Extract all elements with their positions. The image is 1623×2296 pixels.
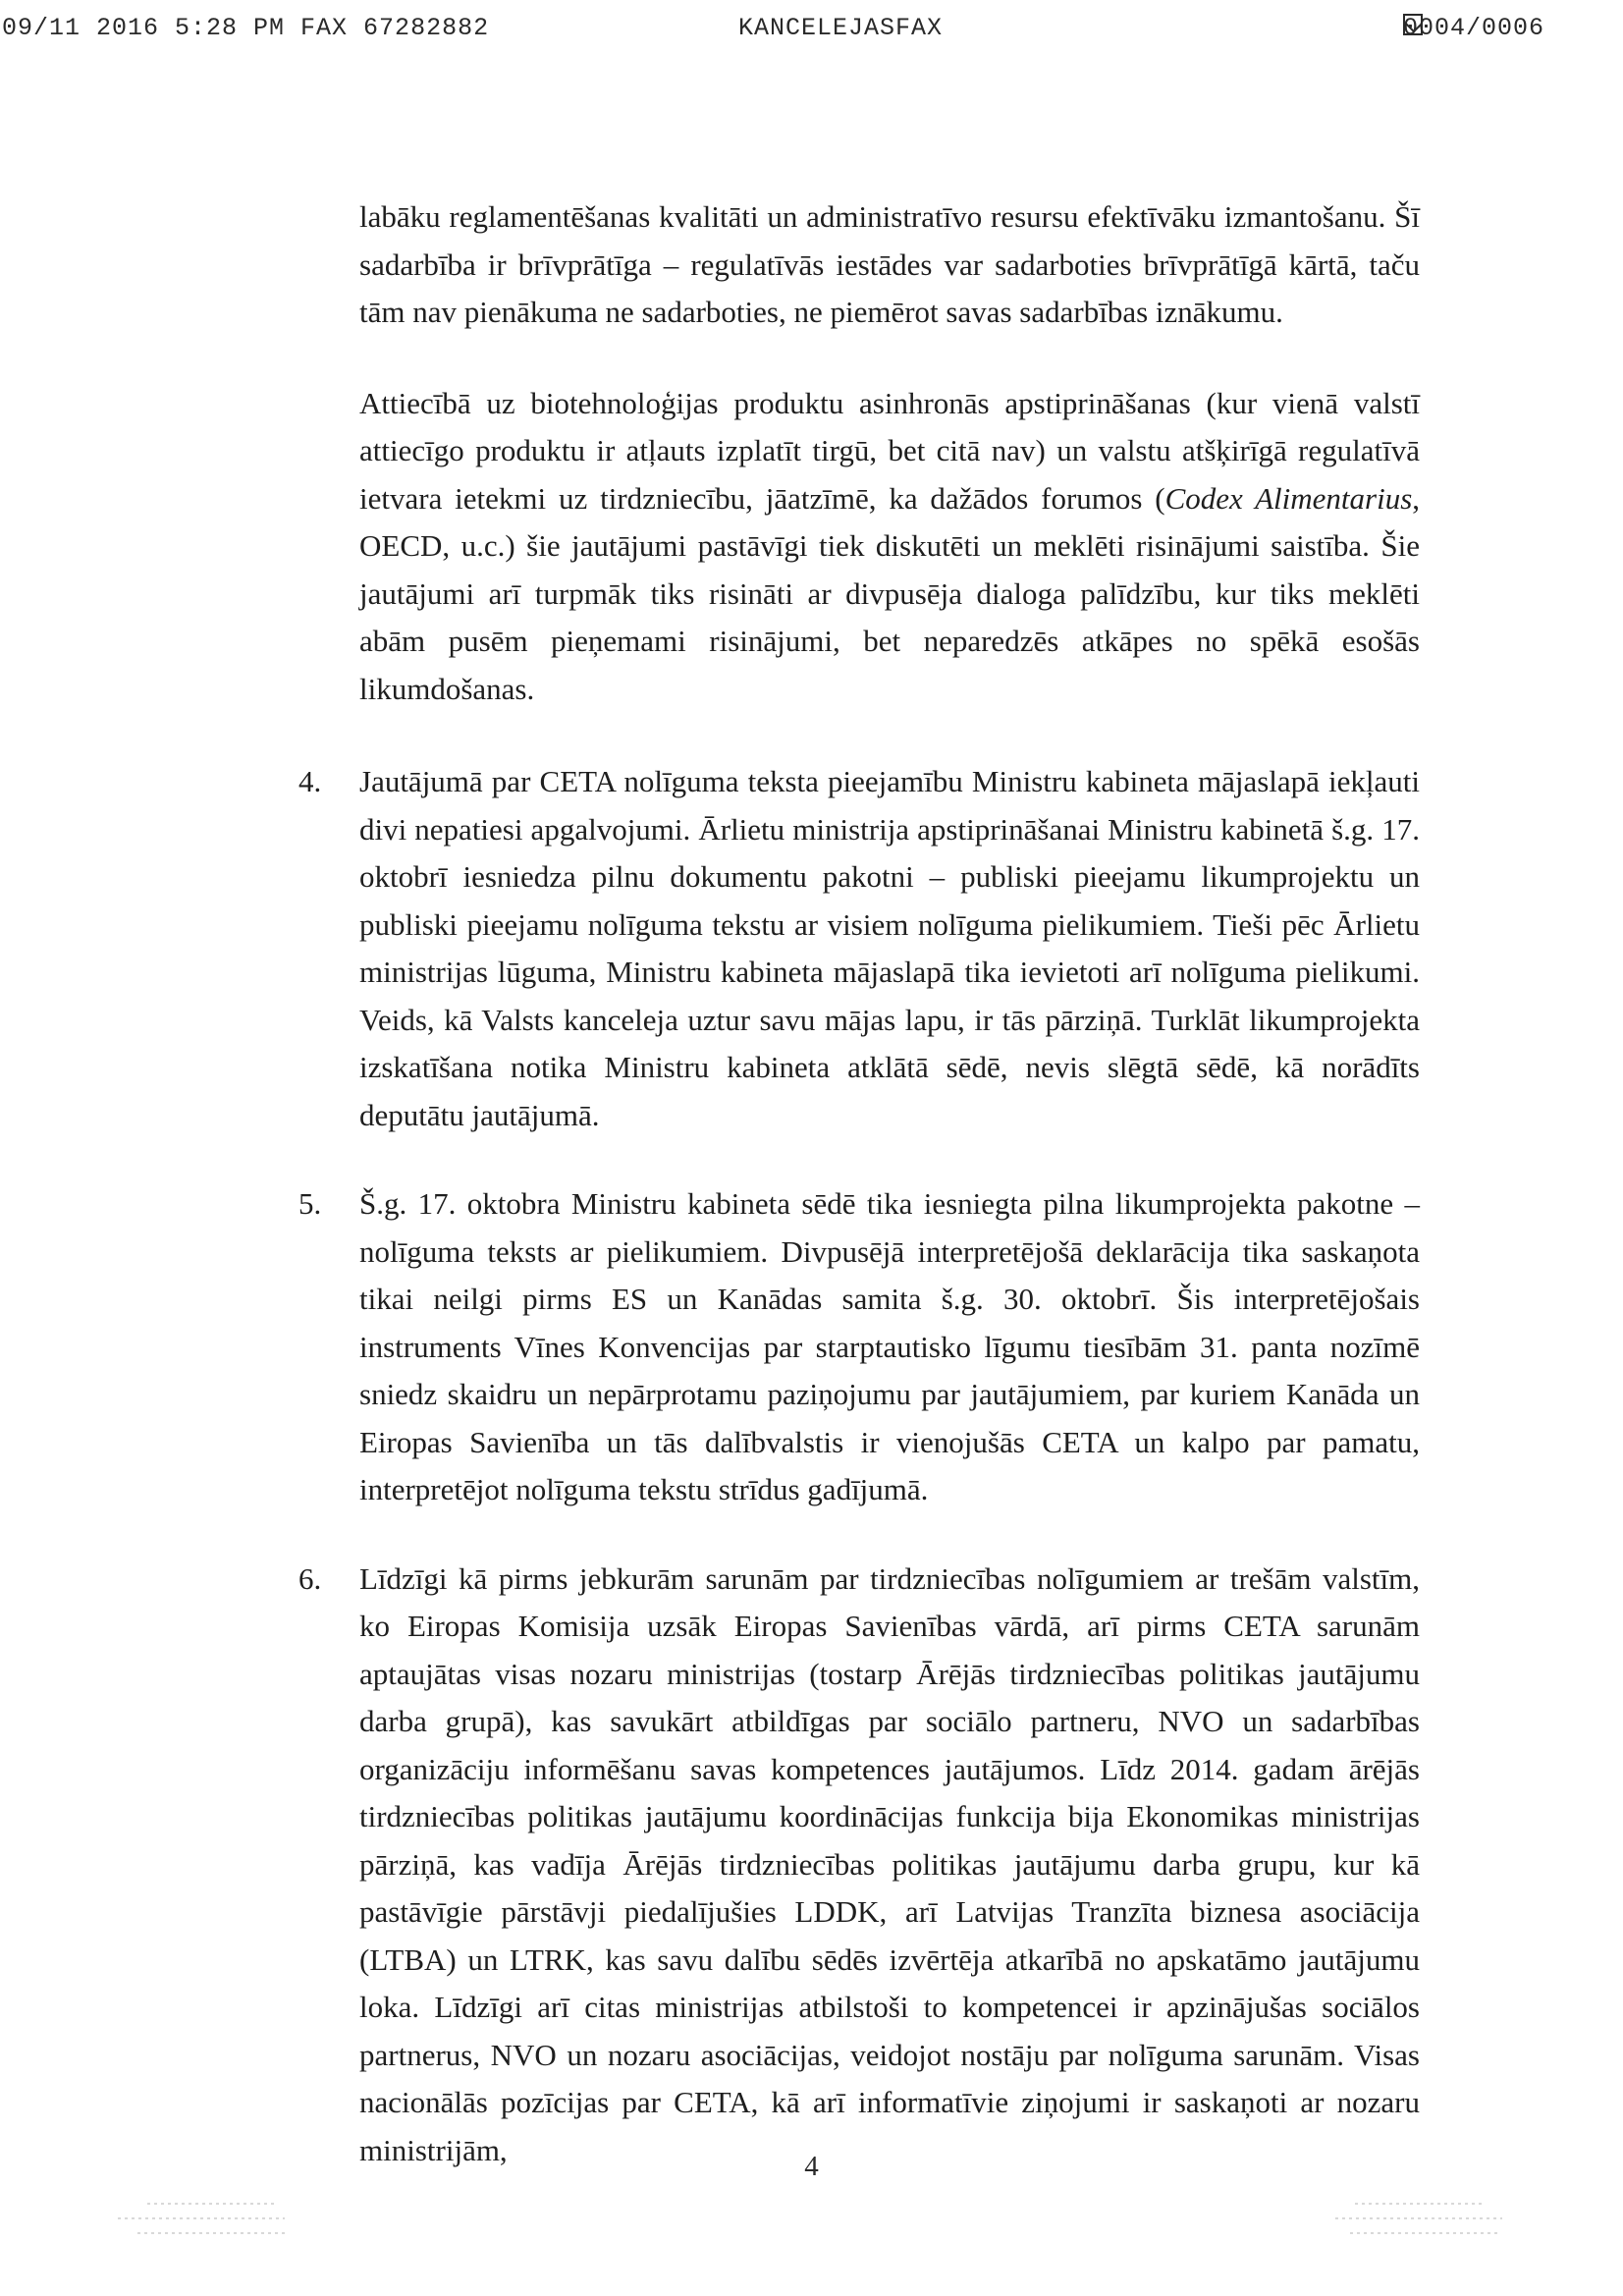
biotech-text-before: Attiecībā uz biotehnoloģijas produktu asinhronās apstiprināšanas (kur vienā valstī attiecīgo produktu ir atļauts izplatīt tirgū, bet citā nav) un valstu atšķirīgā regulatīvā ietvara ietekmi uz tirdzniecību, jāatzīmē, ka dažādos forumos ( — [359, 385, 1420, 516]
numbered-item-6 — [298, 1556, 1420, 2175]
item-text: Š.g. 17. oktobra Ministru kabineta sēdē tika iesniegta pilna likumprojekta pakotne – nolīguma teksts ar pielikumiem. Divpusējā interpretējošā deklarācija tika saskaņota tikai neilgi pirms ES un Kanādas samita š.g. 30. oktobrī. Šis interpretējošais instruments Vīnes Konvencijas par starptautisko līgumu tiesībām 31. panta nozīmē sniedz skaidru un nepārprotamu paziņojumu par jautājumiem, par kuriem Kanāda un Eiropas Savienība un tās dalībvalstis ir vienojušās CETA un kalpo par pamatu, interpretējot nolīguma tekstu strīdus gadījumā. — [359, 1186, 1420, 1506]
intro-paragraph: labāku reglamentēšanas kvalitāti un administratīvo resursu efektīvāku izmantošanu. Šī sadarbība ir brīvprātīga – regulatīvās iestādes var sadarboties brīvprātīgā kārtā, taču tām nav pienākuma ne sadarboties, ne piemērot savas sadarbības iznākumu. — [359, 199, 1420, 329]
item-number: 5. — [298, 1186, 322, 1221]
document-body — [298, 193, 1421, 2215]
fax-page-counter — [1403, 14, 1544, 42]
biotech-paragraph — [359, 380, 1420, 714]
item-number: 4. — [298, 764, 322, 798]
scan-artifact — [1335, 2217, 1502, 2219]
codex-alimentarius-italic: Codex Alimentarius — [1164, 480, 1413, 516]
fax-sender: KANCELEJASFAX — [738, 14, 944, 42]
fax-page-icon — [1403, 14, 1423, 35]
page-number: 4 — [804, 2151, 819, 2182]
numbered-item-4 — [298, 758, 1420, 1139]
scan-artifact — [1350, 2232, 1497, 2234]
item-number: 6. — [298, 1560, 322, 1596]
scan-artifact — [118, 2217, 285, 2219]
scan-artifact — [1355, 2203, 1483, 2205]
item-text: Jautājumā par CETA nolīguma teksta pieejamību Ministru kabineta mājaslapā iekļauti divi nepatiesi apgalvojumi. Ārlietu ministrija apstiprināšanai Ministru kabinetā š.g. 17. oktobrī iesniedza pilnu dokumentu pakotni – publiski pieejamu likumprojektu un publiski pieejamu nolīguma tekstu ar visiem nolīguma pielikumiem. Tieši pēc Ārlietu ministrijas lūguma, Ministru kabineta mājaslapā tika ievietoti arī nolīguma pielikumi. Veids, kā Valsts kanceleja uztur savu mājas lapu, ir tās pārziņā. Turklāt likumprojekta izskatīšana notika Ministru kabineta atklātā sēdē, nevis slēgtā sēdē, kā norādīts deputātu jautājumā. — [359, 764, 1420, 1132]
fax-pages-text: 0004/0006 — [1402, 14, 1544, 42]
scan-artifact — [147, 2203, 275, 2205]
biotech-text-after: , OECD, u.c.) šie jautājumi pastāvīgi tiek diskutēti un meklēti risinājumi saistība. Šie jautājumi arī turpmāk tiks risināti ar divpusēja dialoga palīdzību, kur tiks meklēti abām pusēm pieņemami risinājumi, bet neparedzēs atkāpes no spēkā esošās likumdošanas. — [359, 480, 1421, 706]
numbered-item-5 — [298, 1180, 1420, 1514]
item-text: Līdzīgi kā pirms jebkurām sarunām par tirdzniecības nolīgumiem ar trešām valstīm, ko Eiropas Komisija uzsāk Eiropas Savienības vārdā, arī pirms CETA sarunām aptaujātas visas nozaru ministrijas (tostarp Ārējās tirdzniecības politikas jautājumu darba grupā), kas savukārt atbildīgas par sociālo partneru, NVO un sadarbības organizāciju informēšanu savas kompetences jautājumos. Līdz 2014. gadam ārējās tirdzniecības politikas jautājumu koordinācijas funkcija bija Ekonomikas ministrijas pārziņā, kas vadīja Ārējās tirdzniecības politikas jautājumu darba grupu, kur kā pastāvīgie pārstāvji piedalījušies LDDK, arī Latvijas Tranzīta biznesa asociācija (LTBA) un LTRK, kas savu dalību sēdēs izvērtēja atkarībā no apskatāmo jautājumu loka. Līdzīgi arī citas ministrijas atbilstoši to kompetencei ir apzinājušas sociālos partnerus, NVO un nozaru asociācijas, veidojot nostāju par nolīguma sarunām. Visas nacionālās pozīcijas par CETA, kā arī informatīvie ziņojumi ir saskaņoti ar nozaru ministrijām, — [359, 1560, 1420, 2167]
fax-header — [0, 14, 1623, 53]
fax-datetime: 09/11 2016 5:28 PM FAX 67282882 — [2, 14, 490, 42]
scan-artifact — [137, 2232, 285, 2234]
